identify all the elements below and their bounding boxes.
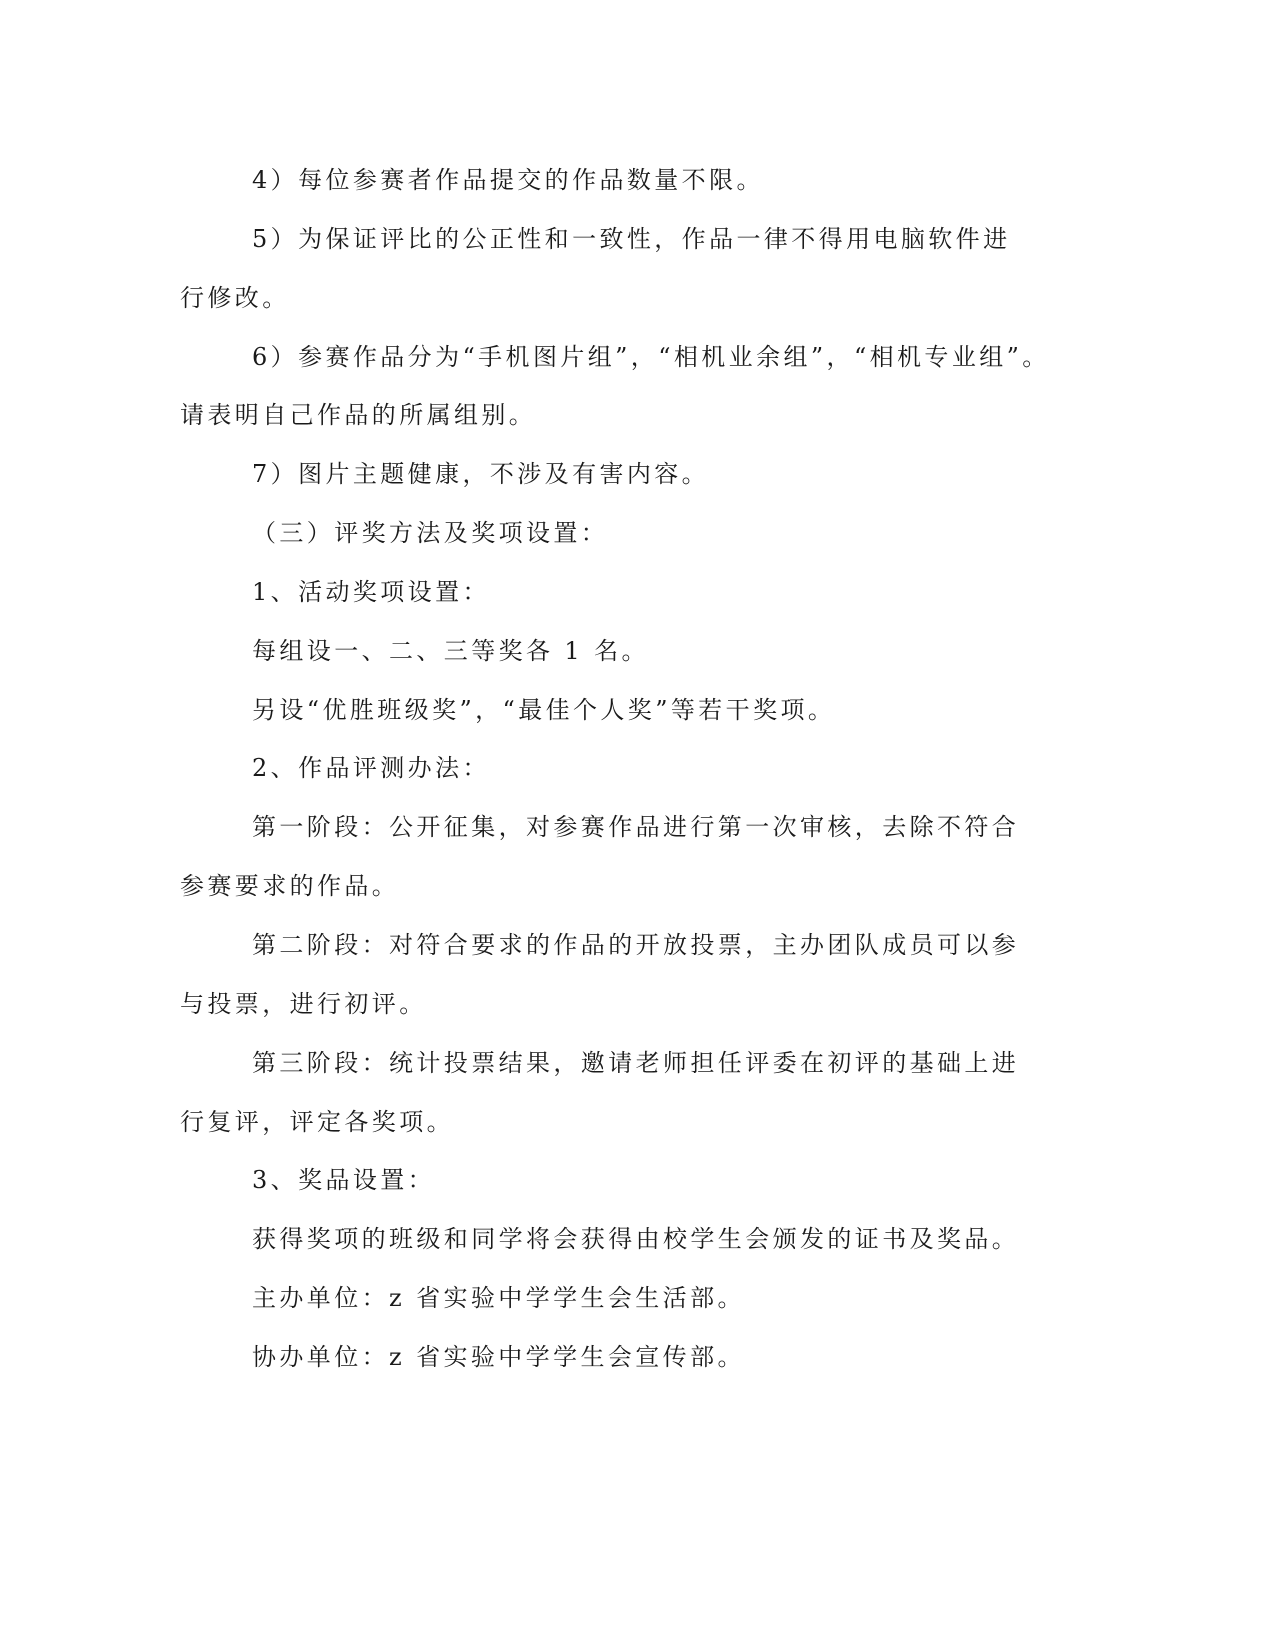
- paragraph-item-5: [180, 210, 1040, 328]
- paragraph-extra-awards: [180, 681, 1040, 740]
- text-line: 与投票，进行初评。: [180, 989, 427, 1018]
- paragraph-item-6: [180, 328, 1050, 446]
- text-line: 请表明自己作品的所属组别。: [180, 401, 537, 430]
- subheading: 1、活动奖项设置：: [252, 577, 490, 606]
- subheading: 2、作品评测办法：: [252, 754, 490, 783]
- text-line: 协办单位：z 省实验中学学生会宣传部。: [252, 1342, 745, 1371]
- text-line: 行复评，评定各奖项。: [180, 1107, 454, 1136]
- section-heading-awards: [180, 504, 1040, 563]
- text-line: 获得奖项的班级和同学将会获得由校学生会颁发的证书及奖品。: [252, 1225, 1020, 1254]
- paragraph-stage-three: [180, 1034, 1040, 1152]
- text-line: 7）图片主题健康，不涉及有害内容。: [252, 460, 710, 489]
- text-line: 另设“优胜班级奖”，“最佳个人奖”等若干奖项。: [252, 695, 836, 724]
- subheading: 3、奖品设置：: [252, 1166, 436, 1195]
- text-line: 6）参赛作品分为“手机图片组”，“相机业余组”，“相机专业组”。: [252, 342, 1050, 371]
- subheading-evaluation: [180, 739, 1040, 798]
- section-heading: （三）评奖方法及奖项设置：: [252, 519, 609, 548]
- subheading-prizes: [180, 1151, 1040, 1210]
- text-line: 第三阶段：统计投票结果，邀请老师担任评委在初评的基础上进: [252, 1048, 1020, 1077]
- document-body: [180, 151, 1050, 1387]
- paragraph-prize-info: [180, 1210, 1040, 1269]
- subheading-award-setup: [180, 563, 1040, 622]
- text-line: 每组设一、二、三等奖各 1 名。: [252, 636, 649, 665]
- text-line: 5）为保证评比的公正性和一致性，作品一律不得用电脑软件进: [252, 224, 1011, 253]
- text-line: 4）每位参赛者作品提交的作品数量不限。: [252, 166, 764, 194]
- paragraph-item-4: [180, 151, 1040, 210]
- paragraph-item-7: [180, 445, 1040, 504]
- paragraph-stage-one: [180, 798, 1040, 916]
- text-line: 参赛要求的作品。: [180, 872, 400, 901]
- paragraph-organizer: [180, 1269, 1040, 1328]
- text-line: 行修改。: [180, 283, 290, 312]
- paragraph-award-count: [180, 622, 1040, 681]
- text-line: 第二阶段：对符合要求的作品的开放投票，主办团队成员可以参: [252, 930, 1020, 959]
- paragraph-co-organizer: [180, 1328, 1040, 1387]
- paragraph-stage-two: [180, 916, 1040, 1034]
- text-line: 第一阶段：公开征集，对参赛作品进行第一次审核，去除不符合: [252, 813, 1020, 842]
- text-line: 主办单位：z 省实验中学学生会生活部。: [252, 1284, 745, 1313]
